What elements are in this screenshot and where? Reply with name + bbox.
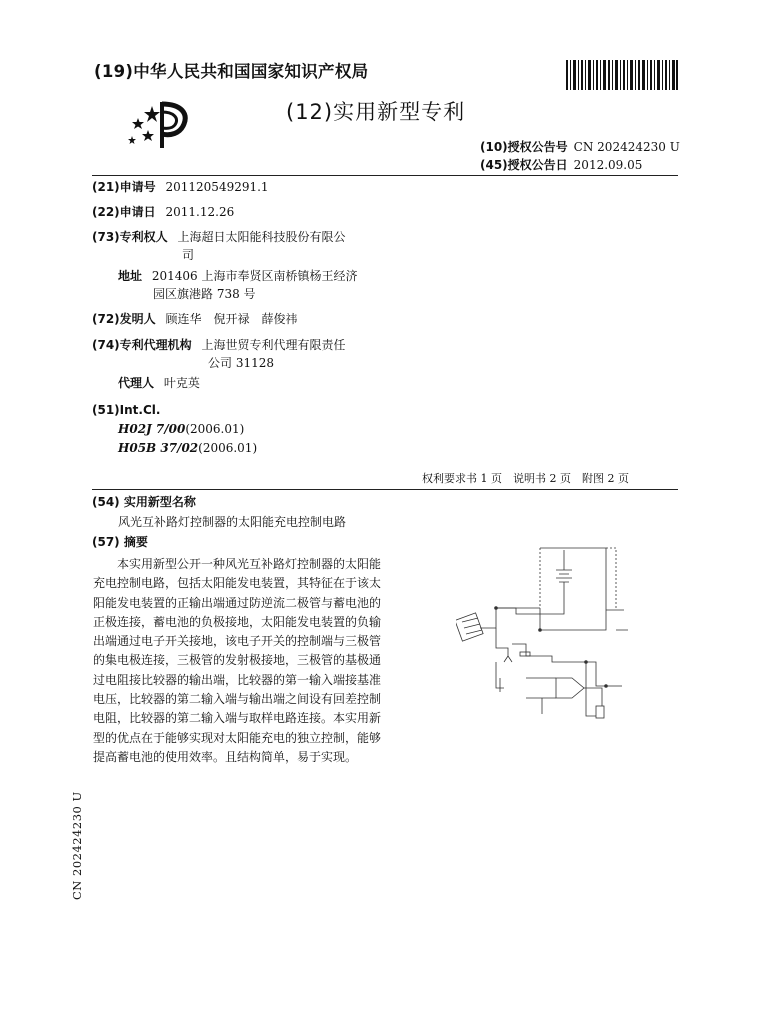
address-label: 地址 (118, 269, 143, 283)
title-label: (54) 实用新型名称 (92, 495, 196, 509)
patentee-value: 上海超日太阳能科技股份有限公 (177, 230, 346, 244)
publication-date (480, 156, 642, 173)
agency-value: 上海世贸专利代理有限责任 (201, 338, 346, 352)
ipc-entry-2 (118, 439, 257, 457)
abstract-label: (57) 摘要 (92, 535, 148, 549)
pub-date-label: (45)授权公告日 (480, 158, 568, 172)
app-date-value: 2011.12.26 (165, 205, 235, 219)
app-no-label: (21)申请号 (92, 180, 156, 194)
document-type: (12)实用新型专利 (286, 100, 466, 124)
ipc1-date: (2006.01) (185, 422, 245, 436)
agency (92, 336, 346, 354)
address (118, 267, 357, 285)
ipc2-date: (2006.01) (198, 441, 258, 455)
pages-summary: 权利要求书 1 页 说明书 2 页 附图 2 页 (422, 472, 629, 485)
ipc2-code: H05B 37/02 (118, 441, 199, 455)
utility-model-title: 风光互补路灯控制器的太阳能充电控制电路 (118, 515, 347, 529)
agent-label: 代理人 (118, 376, 155, 390)
application-number (92, 178, 269, 196)
agency-value-cont: 公司 31128 (208, 356, 274, 370)
pub-no-label: (10)授权公告号 (480, 140, 568, 154)
inventors-value: 顾连华 倪开禄 薛俊祎 (165, 312, 298, 326)
pub-date-value: 2012.09.05 (573, 158, 643, 172)
address-value-cont: 园区旗港路 738 号 (153, 287, 256, 301)
ipc-entry-1 (118, 420, 244, 438)
agency-label: (74)专利代理机构 (92, 338, 192, 352)
patentee (92, 228, 346, 246)
inventors-label: (72)发明人 (92, 312, 156, 326)
abstract-text: 本实用新型公开一种风光互补路灯控制器的太阳能充电控制电路，包括太阳能发电装置，其特征在于该太阳能发电装置的正输出端通过防逆流二极管与蓄电池的正极连接，蓄电池的负极接地，太阳能发电装置的负输出端通过电子开关接地，该电子开关的控制端与三极管的集电极连接，三极管的发射极接地，三极管的基极通过电阻接比较器的输出端，比较器的第一输入端接基准电压，比较器的第二输入端与输出端之间设有回差控制电阻，比较器的第二输入端与取样电路连接。本实用新型的优点在于能够实现对太阳能充电的独立控制，能够提高蓄电池的使用效率。且结构简单，易于实现。 (93, 557, 382, 764)
patentee-value-cont: 司 (182, 248, 195, 262)
inventors (92, 310, 298, 328)
sipo-logo-icon (126, 96, 190, 154)
patentee-label: (73)专利权人 (92, 230, 168, 244)
application-date (92, 203, 234, 221)
office-name: (19)中华人民共和国国家知识产权局 (94, 62, 369, 81)
barcode-icon (566, 60, 678, 90)
side-publication-number: CN 202424230 U (70, 791, 84, 900)
int-cl-label: (51)Int.Cl. (92, 403, 161, 417)
address-value: 201406 上海市奉贤区南桥镇杨王经济 (151, 269, 358, 283)
app-no-value: 201120549291.1 (165, 180, 269, 194)
header-divider (92, 175, 678, 176)
summary-divider (92, 489, 678, 490)
ipc1-code: H02J 7/00 (118, 422, 186, 436)
app-date-label: (22)申请日 (92, 205, 156, 219)
pub-no-value: CN 202424230 U (573, 140, 680, 154)
agent (118, 374, 200, 392)
agent-value: 叶克英 (163, 376, 200, 390)
circuit-diagram-figure (456, 538, 636, 738)
publication-number (480, 138, 680, 155)
